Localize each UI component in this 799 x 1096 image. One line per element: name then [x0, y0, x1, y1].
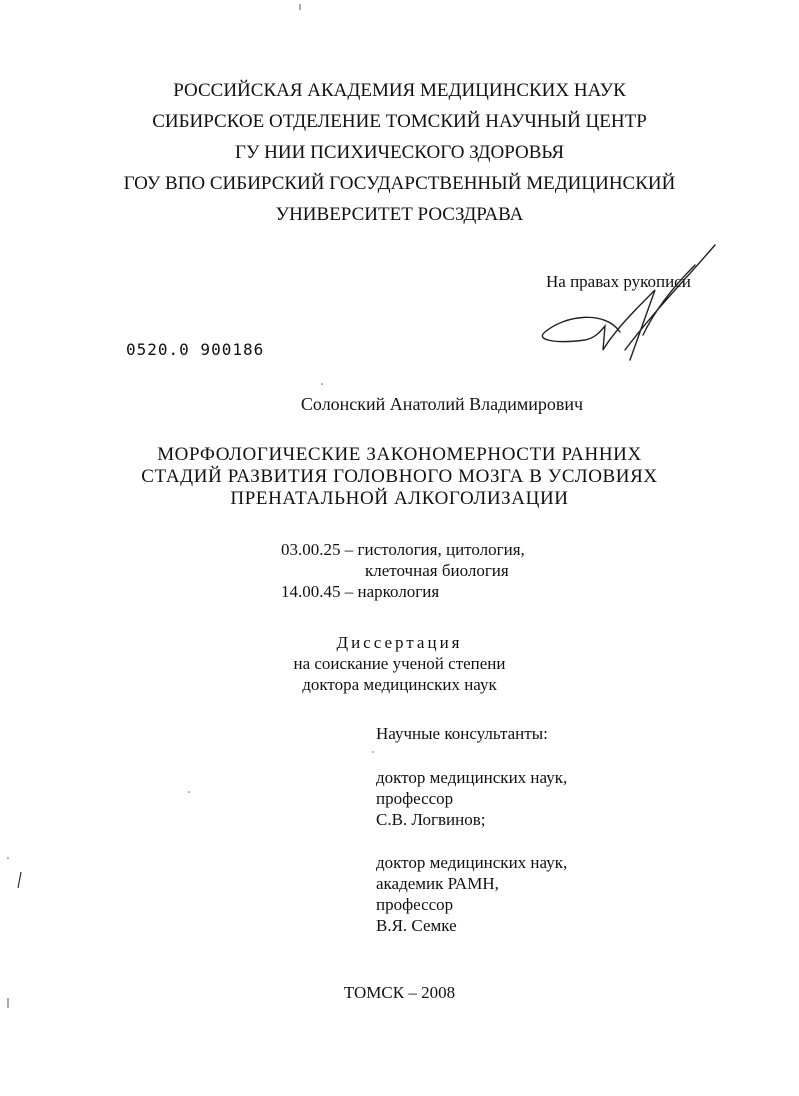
author-name: Солонский Анатолий Владимирович	[300, 394, 584, 414]
consultant-line: С.В. Логвинов;	[376, 810, 486, 829]
specialty-line: клеточная биология	[365, 561, 509, 580]
consultant-line: доктор медицинских наук,	[376, 768, 568, 787]
degree-line: доктора медицинских наук	[302, 675, 497, 694]
specialty-line: 14.00.45 – наркология	[281, 582, 440, 601]
header-line: ГУ НИИ ПСИХИЧЕСКОГО ЗДОРОВЬЯ	[235, 142, 564, 163]
title-line: МОРФОЛОГИЧЕСКИЕ ЗАКОНОМЕРНОСТИ РАННИХ	[157, 444, 642, 465]
consultant-line: профессор	[376, 895, 454, 914]
degree-line: на соискание ученой степени	[293, 654, 506, 673]
specialty-line: 03.00.25 – гистология, цитология,	[281, 540, 525, 559]
consultants-heading: Научные консультанты:	[376, 724, 548, 743]
manuscript-rights: На правах рукописи	[546, 272, 691, 291]
city-year: ТОМСК – 2008	[343, 983, 456, 1002]
consultant-line: академик РАМН,	[376, 874, 499, 893]
library-code: 0520.0 900186	[126, 340, 265, 359]
consultant-line: доктор медицинских наук,	[376, 853, 568, 872]
header-line: СИБИРСКОЕ ОТДЕЛЕНИЕ ТОМСКИЙ НАУЧНЫЙ ЦЕНТР	[152, 111, 647, 132]
title-line: СТАДИЙ РАЗВИТИЯ ГОЛОВНОГО МОЗГА В УСЛОВИЯХ	[141, 466, 658, 487]
header-line: РОССИЙСКАЯ АКАДЕМИЯ МЕДИЦИНСКИХ НАУК	[173, 80, 626, 101]
dissertation-word: Диссертация	[336, 633, 463, 652]
header-line: ГОУ ВПО СИБИРСКИЙ ГОСУДАРСТВЕННЫЙ МЕДИЦИНСКИЙ	[123, 173, 676, 194]
consultant-line: В.Я. Семке	[376, 916, 457, 935]
title-line: ПРЕНАТАЛЬНОЙ АЛКОГОЛИЗАЦИИ	[230, 488, 569, 509]
consultant-line: профессор	[376, 789, 454, 808]
header-line: УНИВЕРСИТЕТ РОСЗДРАВА	[275, 204, 524, 225]
